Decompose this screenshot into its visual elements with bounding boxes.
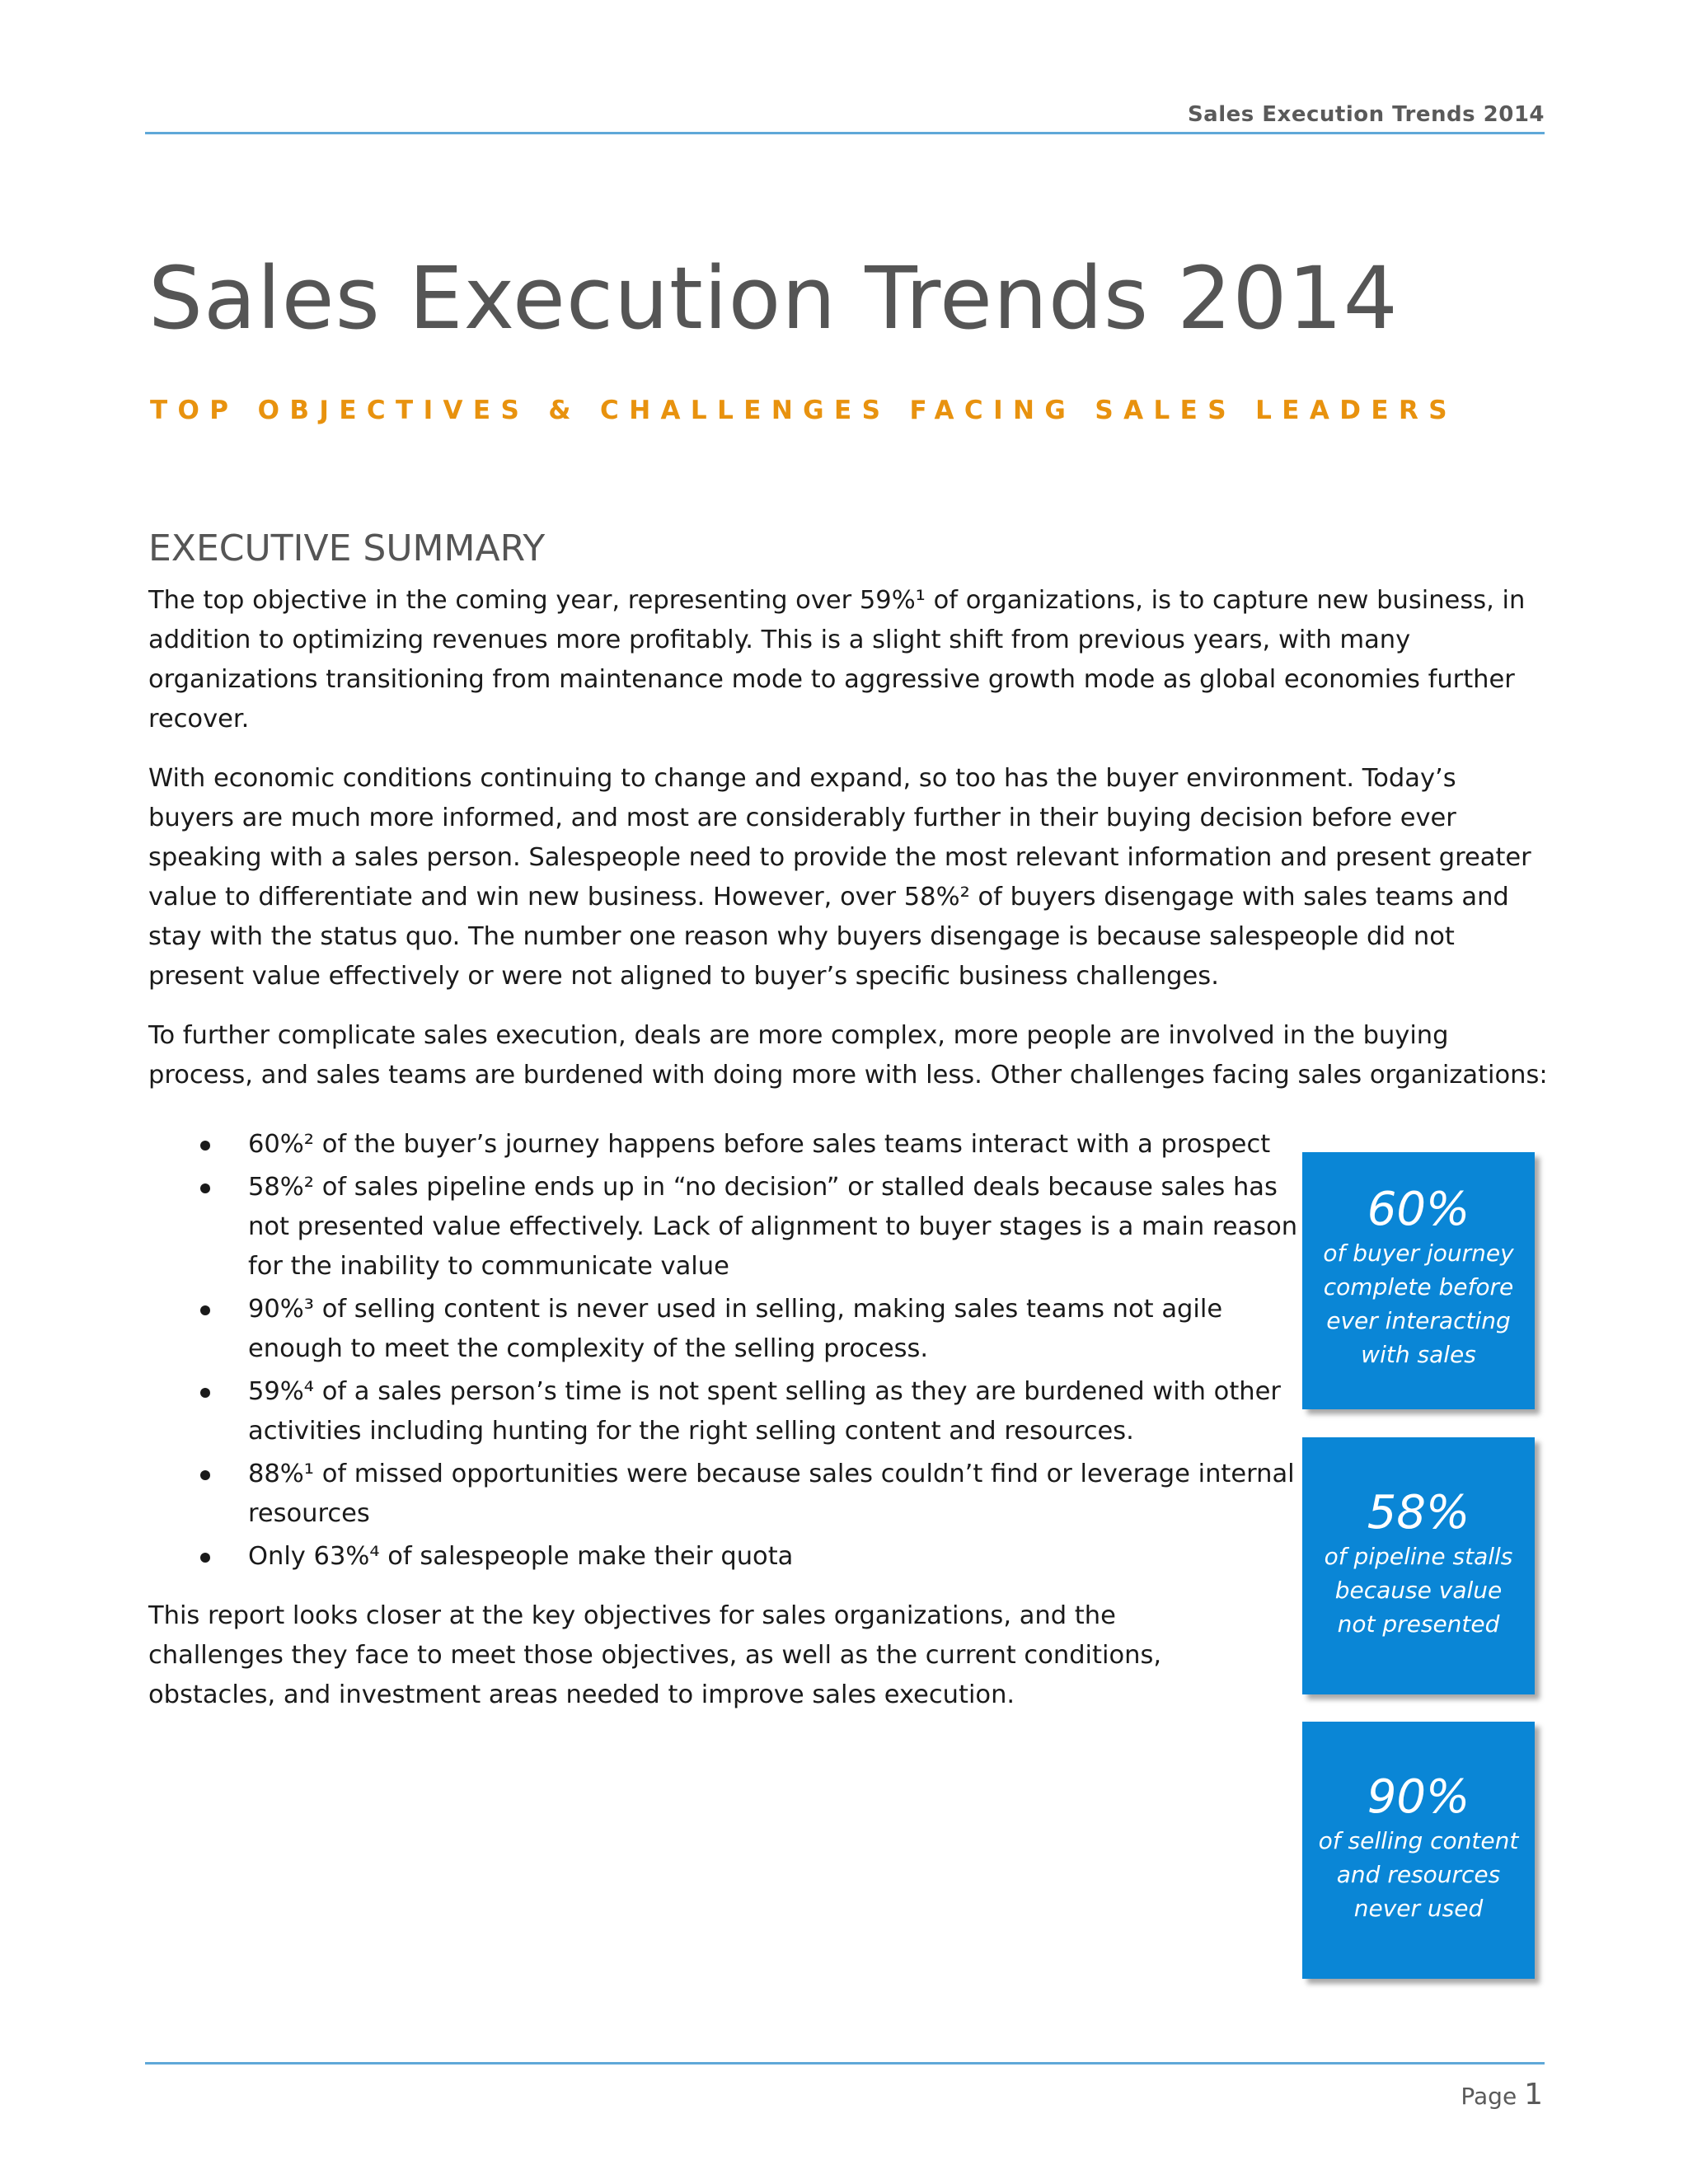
footer-rule — [145, 2062, 1545, 2064]
callout-label: of selling content and resources never used — [1318, 1827, 1519, 1923]
callout-buyer-journey — [1302, 1152, 1535, 1409]
callout-value: 60% — [1367, 1183, 1470, 1236]
section-heading: EXECUTIVE SUMMARY — [148, 527, 546, 569]
bullet-icon — [200, 1183, 210, 1193]
running-header: Sales Execution Trends 2014 — [1187, 102, 1545, 127]
list-item — [148, 1125, 1311, 1165]
callout-value: 58% — [1367, 1486, 1470, 1540]
page-title: Sales Execution Trends 2014 — [148, 248, 1399, 349]
bullet-icon — [200, 1141, 210, 1151]
bullet-icon — [200, 1553, 210, 1563]
callout-label: of pipeline stalls because value not presented — [1324, 1543, 1513, 1638]
summary-paragraph-3: To further complicate sales execution, deals are more complex, more people are involved in the buying process, and sales teams are burdened with doing more with less. Other challenges facing sales organizations: — [148, 1020, 1548, 1090]
page-label: Page — [1461, 2083, 1517, 2110]
bullet-icon — [200, 1388, 210, 1398]
list-item-text: Only 63%⁴ of salespeople make their quota — [248, 1541, 794, 1571]
header-rule — [145, 132, 1545, 134]
closing-paragraph: This report looks closer at the key objectives for sales organizations, and the challenges they face to meet those objectives, as well as the current conditions, obstacles, and investment areas needed to improve sales execution. — [148, 1601, 1162, 1709]
page-number-value: 1 — [1524, 2078, 1543, 2111]
list-item — [148, 1290, 1311, 1369]
list-item — [148, 1372, 1311, 1451]
bullet-icon — [200, 1470, 210, 1480]
list-item — [148, 1168, 1311, 1286]
list-item-text: 58%² of sales pipeline ends up in “no decision” or stalled deals because sales has not presented value effectively. Lack of alignment to buyer stages is a main reason for the inability to communicate value — [248, 1172, 1298, 1281]
challenges-list — [148, 1115, 1311, 1577]
page-number — [1401, 2078, 1543, 2111]
callout-label: of buyer journey complete before ever interacting with sales — [1323, 1240, 1514, 1369]
callout-value: 90% — [1367, 1770, 1470, 1824]
list-item-text: 88%¹ of missed opportunities were because sales couldn’t find or leverage internal resources — [248, 1459, 1295, 1528]
summary-paragraph-1: The top objective in the coming year, representing over 59%¹ of organizations, is to capture new business, in addition to optimizing revenues more profitably. This is a slight shift from previous years, with many organizations transitioning from maintenance mode to aggressive growth mode as global economies further recover. — [148, 585, 1526, 733]
page-subtitle: TOP OBJECTIVES & CHALLENGES FACING SALES LEADERS — [150, 396, 1457, 425]
summary-paragraph-2: With economic conditions continuing to change and expand, so too has the buyer environment. Today’s buyers are much more informed, and most are considerably further in their buying decision before ever speaking with a sales person. Salespeople need to provide the most relevant information and present greater value to differentiate and win new business. However, over 58%² of buyers disengage with sales teams and stay with the status quo. The number one reason why buyers disengage is because salespeople did not present value effectively or were not aligned to buyer’s specific business challenges. — [148, 763, 1531, 991]
list-item-text: 60%² of the buyer’s journey happens before sales teams interact with a prospect — [248, 1129, 1271, 1159]
list-item-text: 90%³ of selling content is never used in selling, making sales teams not agile enough to meet the complexity of the selling process. — [248, 1294, 1223, 1363]
list-item — [148, 1455, 1311, 1534]
bullet-icon — [200, 1305, 210, 1315]
callout-pipeline-stalls — [1302, 1437, 1535, 1694]
list-item-text: 59%⁴ of a sales person’s time is not spent selling as they are burdened with other activities including hunting for the right selling content and resources. — [248, 1376, 1281, 1446]
list-item — [148, 1537, 1311, 1577]
callout-selling-content — [1302, 1722, 1535, 1979]
